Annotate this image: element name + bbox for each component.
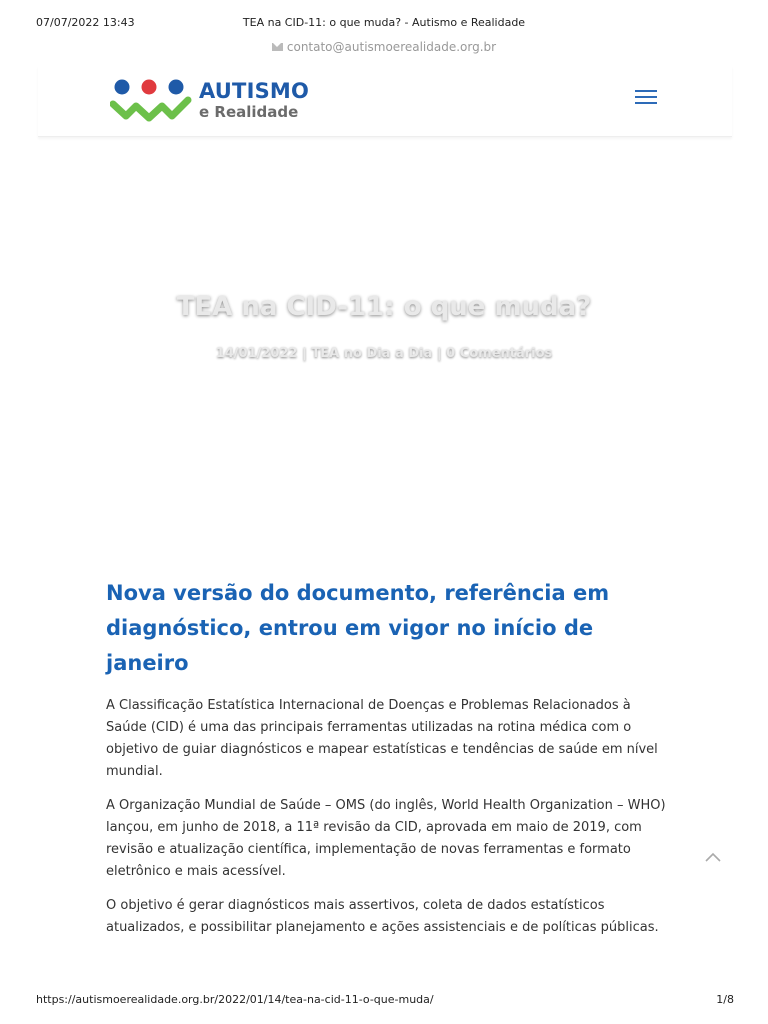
- article-paragraph: O objetivo é gerar diagnósticos mais assertivos, coleta de dados estatísticos atualizados, e possibilitar planejamento e ações assistenciais e de políticas públicas.: [106, 898, 659, 935]
- print-page-number: 1/8: [716, 993, 734, 1006]
- print-datetime: 07/07/2022 13:43: [36, 16, 135, 29]
- logo-title: AUTISMO: [199, 79, 310, 103]
- mail-icon: [272, 43, 283, 51]
- article-paragraph: A Organização Mundial de Saúde – OMS (do inglês, World Health Organization – WHO) lançou, em junho de 2018, a 11ª revisão da CID, aprovada em maio de 2019, com revisão e atualização científica, implementação de novas ferramentas e formato eletrônico e mais acessível.: [106, 798, 666, 879]
- post-date: 14/01/2022: [215, 346, 298, 361]
- chevron-up-icon: [703, 850, 723, 864]
- meta-separator: |: [432, 346, 447, 361]
- post-comments-link[interactable]: 0 Comentários: [446, 346, 553, 361]
- article-heading: Nova versão do documento, referência em diagnóstico, entrou em vigor no início de janeiro: [106, 581, 610, 675]
- print-title: TEA na CID-11: o que muda? - Autismo e Realidade: [242, 16, 526, 29]
- post-category-link[interactable]: TEA no Dia a Dia: [311, 346, 433, 361]
- article-paragraph: A Classificação Estatística Internacional de Doenças e Problemas Relacionados à Saúde (CID) é uma das principais ferramentas utilizadas na rotina médica com o objetivo de guiar diagnósticos e mapear estatísticas e tendências de saúde em nível mundial.: [106, 698, 658, 779]
- site-logo[interactable]: [110, 78, 310, 122]
- article-content: [106, 576, 666, 951]
- logo-mark-icon: [110, 78, 194, 122]
- meta-separator: |: [297, 346, 312, 361]
- post-title: TEA na CID-11: o que muda?: [176, 292, 592, 322]
- site-header: [38, 66, 732, 137]
- menu-icon[interactable]: [635, 90, 657, 106]
- scroll-to-top-button[interactable]: [703, 849, 723, 863]
- logo-subtitle: e Realidade: [199, 103, 299, 121]
- post-meta: [0, 346, 768, 361]
- print-url: https://autismoerealidade.org.br/2022/01/14/tea-na-cid-11-o-que-muda/: [36, 993, 434, 1006]
- contact-email-link[interactable]: contato@autismoerealidade.org.br: [286, 40, 497, 54]
- contact-bar: [0, 40, 768, 54]
